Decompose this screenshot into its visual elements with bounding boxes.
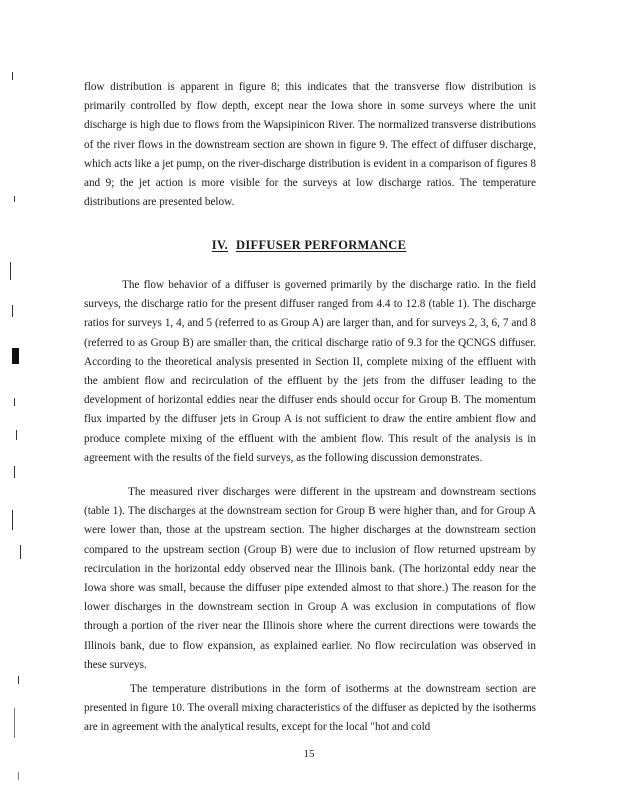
body-paragraph-4: The temperature distributions in the form of isotherms at the downstream section are presented in figure 10. The overall mixing characteristics of the diffuser as depicted by the isotherms are in agreement with the analytical results, except for the local "hot and cold [84, 683, 536, 734]
scan-artifact [12, 305, 13, 317]
body-paragraph-2: The flow behavior of a diffuser is governed primarily by the discharge ratio. In the field surveys, the discharge ratio for the present diffuser ranged from 4.4 to 12.8 (table 1). The discharge ratios for surveys 1, 4, and 5 (referred to as Group A) are larger than, and for surveys 2, 3, 6, 7 and 8 (referred to as Group B) are smaller than, the critical discharge ratio of 9.3 for the QCNGS diffuser. According to the theoretical analysis presented in Section II, complete mixing of the effluent with the ambient flow and recirculation of the effluent by the jets from the diffuser leading to the development of horizontal eddies near the diffuser ends should occur for Group B. The momentum flux imparted by the diffuser jets in Group A is not sufficient to draw the entire ambient flow and produce complete mixing of the effluent with the ambient flow. This result of the analysis is in agreement with the results of the field surveys, as the following discussion demonstrates. [84, 279, 536, 464]
scan-artifact [14, 398, 15, 406]
scan-artifact [16, 430, 17, 440]
scan-artifact [12, 348, 19, 364]
body-paragraph-1: flow distribution is apparent in figure 8; this indicates that the transverse flow distribution is primarily controlled by flow depth, except near the Iowa shore in some surveys where the unit discharge is high due to flows from the Wapsipinicon River. The normalized transverse distributions of the river flows in the downstream section are shown in figure 9. The effect of diffuser discharge, which acts like a jet pump, on the river-discharge distribution is evident in a comparison of figures 8 and 9; the jet action is more visible for the surveys at low discharge ratios. The temperature distributions are presented below. [84, 81, 536, 209]
scan-artifact [20, 545, 21, 559]
scan-artifact [10, 262, 11, 280]
scan-artifact [14, 466, 15, 478]
scan-artifact [18, 772, 19, 780]
page-number: 15 [303, 748, 315, 760]
scan-artifact [14, 196, 15, 202]
scan-artifact [12, 72, 13, 80]
section-heading-title: DIFFUSER PERFORMANCE [236, 238, 407, 252]
scan-artifact [14, 708, 15, 738]
body-paragraph-3: The measured river discharges were different in the upstream and downstream sections (table 1). The discharges at the downstream section for Group B were higher than, and for Group A were lower than, those at the upstream section. The higher discharges at the downstream section compared to the upstream section (Group B) were due to inclusion of flow returned upstream by recirculation in the horizontal eddy observed near the Illinois bank. (The horizontal eddy near the Iowa shore was small, because the diffuser pipe extended almost to that shore.) The reason for the lower discharges in the downstream section in Group A was exclusion in computations of flow through a portion of the river near the Illinois shore where the current directions were towards the Illinois bank, due to flow expansion, as explained earlier. No flow recirculation was observed in these surveys. [84, 486, 536, 671]
scan-artifact [12, 510, 13, 530]
scan-artifact [18, 676, 19, 684]
section-heading [0, 238, 618, 253]
section-heading-number: IV. [211, 238, 229, 252]
